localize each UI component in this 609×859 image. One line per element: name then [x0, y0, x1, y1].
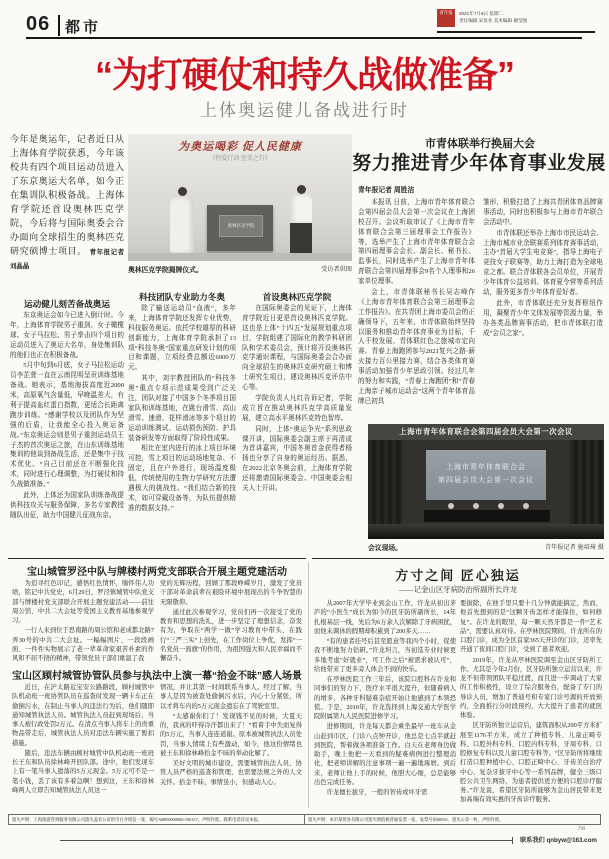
- paragraph: 2019年，许龙从亭林医院调至金山区牙防所工作。尤其是今年2月份，区牙防所独立运营以来，许龙不但带领团队平稳过渡，而且进一步调动了大家的工作积极性，设立了综合服务台，配备了专门的导诊人员，增加了普通号和专家门诊号源的开放预约，全面推行分时段预约，大大提升了患者的就医体验。: [460, 656, 602, 719]
- paragraph: 通过此次参观学习，党员们再一次接受了党的教育和思想的洗礼，进一步坚定了理想信念，奋发有为，争取在“两学一做”学习教育中带头，在践行“三严三实”上创先，在工作岗位上争优，发挥“一名党员一面旗”的作用，为祖国强大和人民幸福而不懈奋斗。: [160, 608, 302, 662]
- photo1-caption-row: [128, 264, 352, 274]
- footer-rule-tick: [512, 837, 513, 844]
- photo-stage: [128, 253, 352, 261]
- paragraph: 党的光辉历程，回顾了那段峥嵘岁月，激发了党员干部对革命前辈在艰险环境中展现出的斗争智慧的无限敬仰。: [160, 580, 302, 606]
- paragraph: 会上，市青体联秘书长吴志峰作《上海市青年体育联合会第三届理事会工作报告》。在共青团上海市委员会的正确领导下，五年来，市青体联始终坚持以服务和推动青年体育事业为目标，千人千校发展、青体联红色之旅城市定向赛、青春上海跑团参与2021复兴之路·薪火接力百公里接力赛，结合各类体育赛事活动加强青少年思政引领。经过几年的努力和实践，“青春上海跑团”和“青春上海亲子城市运动会”这两个青年体育品牌已初具: [358, 289, 475, 405]
- bottom-right-box: [312, 558, 604, 811]
- photo-banner-line1: 为奥运喝彩 促人民健康: [178, 141, 302, 153]
- bl-article2-col-a: [12, 683, 154, 809]
- photo-unveiling: [128, 134, 352, 261]
- feature-subtitle: ——记金山区牙病防治所副所长许龙: [398, 585, 518, 594]
- masthead-date: 2021年7月6日 星期二: [459, 11, 504, 16]
- header-divider: [58, 15, 60, 36]
- paragraph: 进修期间，许龙每天都会乘坐最早一班车从金山赶到市区，门诊八点钟开诊，他总是七点半就赶到医院，帮着做各项准备工作。白天在老师身边做助手，晚上他把一天看到的疑难病例进行整理消化，把老师讲解的注意事项一遍一遍地琢磨。到后来，老师让他上手的时候，他胆大心细，总是能够出色完成任务。: [314, 723, 456, 786]
- screen-line1: 上海市青年体育联合会: [446, 464, 526, 471]
- section-heading-college: 首设奥林匹克学院: [262, 292, 332, 302]
- right-article-kicker: 市青体联举行换届大会: [425, 138, 535, 150]
- bottom-left-box: [8, 558, 306, 811]
- main-headline: “为打硬仗和持久战做准备”: [94, 54, 514, 95]
- feature-title: 方寸之间 匠心独运: [395, 568, 521, 583]
- paragraph: 此外，市青体联还充分发挥枢纽作用，凝聚青少年文体发展等资源力量，举办各类品牌赛事活动，把市青体联打造成“会员之家”。: [483, 299, 603, 337]
- paragraph: 随后，违法车辆由顾村城管中队机动班一班班长王东和队员徐林峰开回队部。途中，他们发现车上有一笔当事人遗落的5万元现金。5万元可不是一笔小钱，丢了该有多着急啊！想到这，王东和徐林峰两人立即告知城管执法人员这一: [12, 749, 154, 794]
- conference-banner: 上海市青年体育联合会第四届会员大会第一次会议: [368, 424, 604, 440]
- paragraph: 为追寻红色印记，感悟红色情怀，缅怀伟人功绩，铭记中共党史，6月29日，罗泾镇城管中队党支部与牌楼村党支部联合开展主题党建活动——前往周公馆、中共二大会址等爱国主义教育基地参观学习。: [12, 580, 154, 624]
- footer-rule: [60, 840, 512, 841]
- page-mark: 7/6: [578, 826, 586, 832]
- paragraph: 要拔除，在他手里只要十几分钟就能搞定，然而，他首先想到的是“这颗牙齿怎样才能保住，如何修复”。在许龙的眼里，每一颗天然牙都是一件“艺术品”，需要认真对待。在亭林医院期间，许龙所在的口腔门诊，成为全区首家365天开诊的门诊，还率先开通了夜间口腔门诊，受到了患者欢迎。: [460, 600, 602, 654]
- photo2-caption: 会议现场。: [368, 545, 402, 552]
- right-article-col-b: [483, 198, 603, 420]
- paragraph: 从2007年大学毕业到金山工作，许龙从初出茅庐的“小医生”成长为如今的区牙防所副所长，14年扎根基层一线，先后为6万余人次解除了牙病困扰，而他未调休的假期却积累到了200多天……: [314, 600, 456, 635]
- paragraph: 一行人来到位于思南路的周公馆和老成都北路7弄30号的中共二大会址。一幅幅图片、一段段画面、一件件实物展示了老一辈革命家艰苦朴素的作风和不屈不挠的精神，带领党员干部们重温了我: [12, 627, 154, 662]
- section-body-college: [242, 304, 352, 548]
- paragraph: 相比在室内进行的冰上项目环境可控，雪上项目的运动场地复杂、不固定，且在户外进行，现场温度极低，传统使用的生物力学研究方法遭遇极大的挑战性。“我们结合新的技术，如可穿戴设备等，为队伍提供精准的数据支持。”: [128, 445, 236, 512]
- feature-col-b: [460, 599, 602, 807]
- photo1-caption: 奥林匹克学院揭牌仪式。: [128, 267, 203, 274]
- bl-article1-col-b: [160, 579, 302, 663]
- bottom-column-rule: [308, 562, 309, 808]
- masthead: [437, 8, 595, 31]
- paragraph: 东京奥运会如今已进入倒计时。今年，上海体育学院男子重剑、女子橄榄球、女子马拉松、男子拳击四个项目的运动员进入了奥运大名单，身处集训队的他们也正在积极备战。: [10, 312, 124, 359]
- intro-text: 今年是奥运年，记者近日从上海体育学院获悉，今年该校共有四个项目运动员进入了东京奥运大名单，如今正在集训队积极备战。上海体育学院还首设奥林匹克学院，今后将与国际奥委会合办面向全球招生的奥林匹克研究硕博士项目。: [10, 134, 124, 257]
- paragraph: 在亭林医院工作三年后，该院口腔科在许龙和同事们的努力下，医疗水平很大提升，但随着病人的增多，各种牙科疑难杂症开始让他感到了本领恐慌。于是，2010年，许龙选择到上海交通大学医学院附属第九人民医院进修学习。: [314, 676, 456, 720]
- notice-strip: [8, 814, 601, 825]
- paragraph: 区牙防所独立运营后，建筑面积从200平方米扩展至1176平方米，成立了种植专科、儿童正畸专科、口腔外科专科、口腔内科专科、牙周专科、口腔修复专科以及儿童口腔专科等。“区牙防所将继续打造口腔种植中心、口腔正畸中心、牙齿美白治疗中心、复杂牙拔牙中心等一系列品牌，健全三级口腔公共卫生网络，为患者提供更方便的口腔诊疗服务。”许龙说，希望区牙防所能够为金山居民带来更加高端有效实惠的牙齿诊疗服务。: [460, 722, 602, 804]
- paragraph: 本报讯 日前，上海市青年体育联合会第四届会员大会第一次会议在上海团校召开。会议听取审议了《上海市青年体育联合会第三届理事会工作报告》等，选举产生了上海市青年体育联合会第四届理事会会长、副会长、秘书长、监事长，同时选举产生了上海市青年体育联合会第四届理事会9名个人理事和26家单位理事。: [358, 199, 475, 286]
- bl-article2-headline: 宝山区顾村城管协管队员参与执法中上演一幕“拾金不昧”感人场景: [12, 671, 302, 682]
- intro-column: [10, 132, 124, 290]
- bl-article2-col-b: [160, 683, 302, 809]
- header-rule: [26, 37, 582, 39]
- photo-figure-right: [290, 185, 312, 253]
- paragraph: “有的患者挂号后甚至愿意等我四个小时，促使我不断地努力钻研。”许龙坦言，当初选专业时候更多地考虑“好就业”，可工作之后“被需求被认可”，给他带来了更多旁人体会不到的快乐。: [314, 638, 456, 673]
- photo2-credit: 青年报记者 施培琦 摄: [544, 544, 604, 551]
- photo2-caption-row: [368, 542, 604, 552]
- paragraph: 5月中旬到6月底，女子马拉松运动员李芷萱一直在云南昆明呈贡训练基地备战。她表示，基地海拔高度近2000米，高原氧气含量低，早晚温差大，有利于提高血红蛋白指数，更适合长距离跑步训练。“感谢学校以及团队作为坚强的后盾，让我能全心投入奥运备战。”东京奥运会则是男子重剑运动员王子杰的首次奥运之旅，在山东训练基地集训的他谈到备战生活，还是集中于技术优化。“自己目前还在不断强化技术，同时进行心理调整，为打硬仗和持久战做准备。”: [10, 362, 124, 489]
- plaque-text: 奥林匹克学院: [219, 215, 263, 237]
- feature-col-a: [314, 599, 456, 807]
- right-article-col-a: [358, 198, 475, 420]
- audience: [368, 524, 604, 539]
- masthead-rule: [437, 31, 595, 33]
- paragraph: 市青体联还举办上海市市民运动会、上海市城市业余联赛系列体育赛事活动，主办“首届大学生电竞赛”，指导上海电子竞技女子联赛等，助力上海打造为全球电竞之都。联合青体联各会员单位，开展青少年体育公益培训、体育夏令营等系列活动，服务更多青少年体育爱好者。: [483, 229, 603, 297]
- paragraph: 在国际奥委会的见证下，上海体育学院近日更是首设奥林匹克学院。这也是上体“十四五”发展规划重点项目，学院组建了国际化的教学科研团队和学术委员会，预计将开设奥林匹克学通识课程，与国际奥委会合办面向全球招生的奥林匹克研究硕士和博士研究生项目，建设奥林匹克评估中心等。: [242, 305, 352, 392]
- contact-email: 联系我们 qnbyw@163.com: [520, 837, 597, 844]
- photo1-credit: 受访者供图: [321, 266, 352, 273]
- paragraph: 除了输送运动员“血液”，多年来，上海体育学院还发挥专业优势，科技服务奥运。依托学校雄厚的科研创新能力，上海体育学院承担了13项“科技冬奥”国家重点研发计划的项目和课题，立项经费总额近6000万元。: [128, 305, 236, 372]
- paragraph: 情况，并让其第一时间联系当事人。经过了解，当事人是因为被查处偷倒污水后，内心十分紧张，所以才将车内的5万元现金遗忘在了驾驶室里。: [160, 684, 302, 710]
- paragraph: 近日，在沪太路近宝安公路路段，顾村城管中队机动班一班协管队员在巡查时发现一辆卡车正在偷倒污水，在制止当事人的违法行为后，他们随即通知城管执法人员。城管执法人员赶到现场后，当事人被行政处罚2万元。在清点当事人将车上的贵重物品带走后，城管执法人员对违法车辆实施了暂扣措施。: [12, 684, 154, 747]
- section-heading-athletes: 运动健儿刻苦备战奥运: [24, 299, 110, 309]
- section-body-athletes: [10, 311, 124, 548]
- photo-figure-left: [170, 187, 194, 253]
- section-body-tech: [128, 304, 236, 548]
- paragraph: 此外，上体还为国家队训练备战提供科技攻关与服务保障，多名专家教授随队出征，助力中国健儿征战东京。: [10, 492, 124, 519]
- paragraph: 其中，刘宇教授团队的“科技冬奥”重点专项示范成果受到广泛关注，团队对接了中国多个冬季项目国家队和训练基地，在跳台滑雪、高山滑雪、速滑、花样滑冰等多个项目的运动训练测试、运动损伤预防、护具装备研发等方面取得了阶段性成果。: [128, 375, 236, 442]
- photo-banner-line2: 《恒爱行动 至美之行》: [209, 156, 271, 162]
- masthead-editors: 责任编辑 宋显业 美术编辑 谢莹强: [459, 18, 528, 23]
- main-deck: 上体奥运健儿备战进行时: [200, 101, 409, 120]
- paper-logo: 青年报: [437, 9, 455, 27]
- paragraph: 学院负责人凡红告诉记者，学院成立旨在推动奥林匹克学高质量发展，建立高水平奥林匹克特色智库。: [242, 395, 352, 422]
- masthead-text: [459, 10, 593, 24]
- bl-article1-headline: 宝山城管罗泾中队与牌楼村两党支部联合开展主题党建活动: [27, 567, 287, 578]
- section-title: 都市: [65, 19, 102, 36]
- paragraph: 雏形，积极打造了上海共青团体育品牌赛事活动，同时也积极参与上海市青年联合会活动中。: [483, 199, 603, 226]
- conference-screen: [426, 450, 546, 500]
- page-number: 06: [26, 13, 51, 35]
- conference-table: [424, 510, 550, 522]
- photo-conference: [368, 424, 604, 539]
- paragraph: 许龙擅长拔牙，一般的智齿或坏牙需: [326, 789, 428, 796]
- screen-line2: 第四届会员大会第一次会议: [438, 477, 534, 484]
- panelists: [438, 503, 538, 509]
- intro-byline: 青年报记者 刘晶晶: [10, 249, 124, 271]
- bl-article1-col-a: [12, 579, 154, 663]
- notice-item: 遗失声明：本市某贸易有限公司遗失增值税普通发票一张，发票号码00035，遗失公章一枚，声明作废。: [304, 815, 600, 824]
- paragraph: 同时，上体“奥运争光”系列思政课开讲，国际奥委会副主席于再清成为首讲嘉宾，中国冬奥首金获得者杨扬也分享了自身的奥运经历。据悉，在2022北京冬奥会前，上海体育学院还将邀请国际奥委会、中国奥委会相关人士开讲。: [242, 425, 352, 493]
- photo-plaque: [207, 205, 273, 251]
- right-article-headline: 努力推进青少年体育事业发展: [352, 153, 606, 174]
- section-heading-tech: 科技团队专业助力冬奥: [139, 292, 225, 302]
- right-article-byline: 青年报记者 周胜洁: [358, 187, 415, 194]
- notice-item: 遗失声明：上海旅游咨询服务有限公司遗失盖有公章的空白介绍信一张，编号AB000000000-100157，声明作废。联系电话详见本报。: [12, 817, 263, 822]
- paragraph: “太感谢你们了！发现钱不见的时候，大夏天的，我真的吓得冷汗都出来了！”看着手中失而复得的5万元，当事人连连道谢。原本被城管执法人员处罚，当事人情绪上有些激动，如今，他这份情绪也被王东和徐林峰拾金不昧的举动化解了。: [160, 712, 302, 757]
- paragraph: 美好文明的城市建设，需要城管执法人员、协管人员严格的巡查和管理，也需要法规之外的人文关怀。拾金不昧，事情虽小，但感动人心。: [160, 760, 302, 786]
